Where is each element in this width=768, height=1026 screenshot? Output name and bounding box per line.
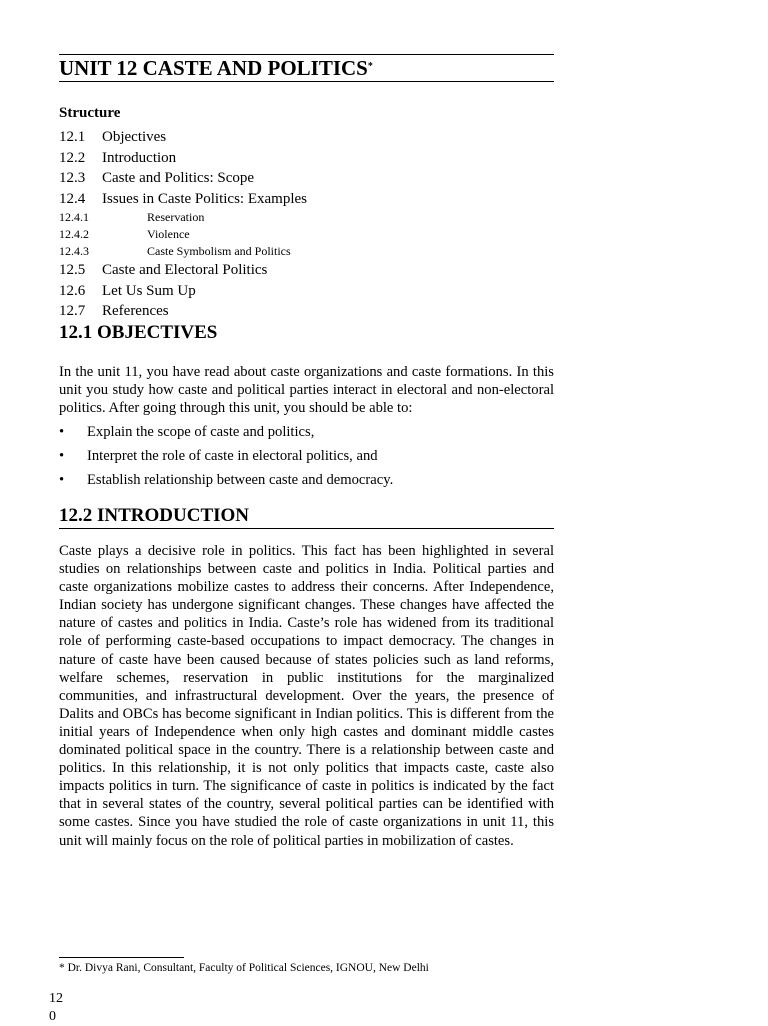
section-heading-objectives: 12.1 OBJECTIVES bbox=[59, 322, 218, 343]
page-number: 120 bbox=[49, 991, 63, 1024]
toc-subitem: 12.4.3 Caste Symbolism and Politics bbox=[59, 244, 291, 258]
footnote: * Dr. Divya Rani, Consultant, Faculty of Political Sciences, IGNOU, New Delhi bbox=[59, 962, 429, 974]
unit-title: UNIT 12 CASTE AND POLITICS* bbox=[59, 56, 373, 80]
toc-item: 12.1 Objectives bbox=[59, 129, 167, 145]
bullet-icon: • bbox=[59, 424, 65, 440]
toc-subitem: 12.4.1 Reservation bbox=[59, 210, 205, 224]
list-item: • Explain the scope of caste and politics, bbox=[59, 424, 315, 440]
toc-item: 12.4 Issues in Caste Politics: Examples bbox=[59, 190, 307, 207]
toc-item: 12.5 Caste and Electoral Politics bbox=[59, 262, 268, 278]
unit-header bbox=[59, 54, 554, 82]
list-item: • Interpret the role of caste in electoral politics, and bbox=[59, 448, 378, 464]
bullet-icon: • bbox=[59, 472, 65, 488]
objectives-list bbox=[59, 423, 554, 495]
footnote-rule bbox=[59, 957, 184, 958]
introduction-paragraph: Caste plays a decisive role in politics. This fact has been highlighted in several studies on relationships between caste and politics in India. Political parties and caste organizations mobilize castes to address their concerns. After Independence, Indian society has undergone significant changes. These changes have affected the nature of castes and politics in India. Caste’s role has widened from its traditional role of performing caste-based occupations to impact democracy. The changes in nature of caste have been caused because of states policies such as land reforms, welfare schemes, reservation in public institutions for the marginalized communities, and infrastructural development. Over the years, the presence of Dalits and OBCs has become significant in Indian politics. This is different from the initial years of Independence when only high castes and dominant middle castes dominated political space in the country. There is a relationship between caste and politics. In this relationship, it is not only politics that impacts caste, caste also impacts politics in turn. The significance of caste in politics is indicated by the fact that in several states of the country, several political parties can be identified with some castes. Since you have studied the role of caste organizations in unit 11, this unit will mainly focus on the role of political parties in mobilization of castes. bbox=[59, 543, 554, 849]
toc-item: 12.3 Caste and Politics: Scope bbox=[59, 170, 255, 186]
structure-label: Structure bbox=[59, 105, 121, 121]
table-of-contents bbox=[59, 127, 554, 322]
toc-subitem: 12.4.2 Violence bbox=[59, 227, 190, 241]
list-item: • Establish relationship between caste and democracy. bbox=[59, 472, 394, 488]
section-heading-introduction: 12.2 INTRODUCTION bbox=[59, 505, 554, 529]
toc-item: 12.6 Let Us Sum Up bbox=[59, 282, 196, 299]
footnote-mark: * bbox=[367, 61, 373, 72]
objectives-paragraph: In the unit 11, you have read about caste organizations and caste formations. In this unit you study how caste and political parties interact in electoral and non-electoral politics. After going through this unit, you should be able to: bbox=[59, 364, 554, 417]
toc-item: 12.2 Introduction bbox=[59, 149, 177, 166]
toc-item: 12.7 References bbox=[59, 303, 169, 319]
bullet-icon: • bbox=[59, 448, 65, 464]
